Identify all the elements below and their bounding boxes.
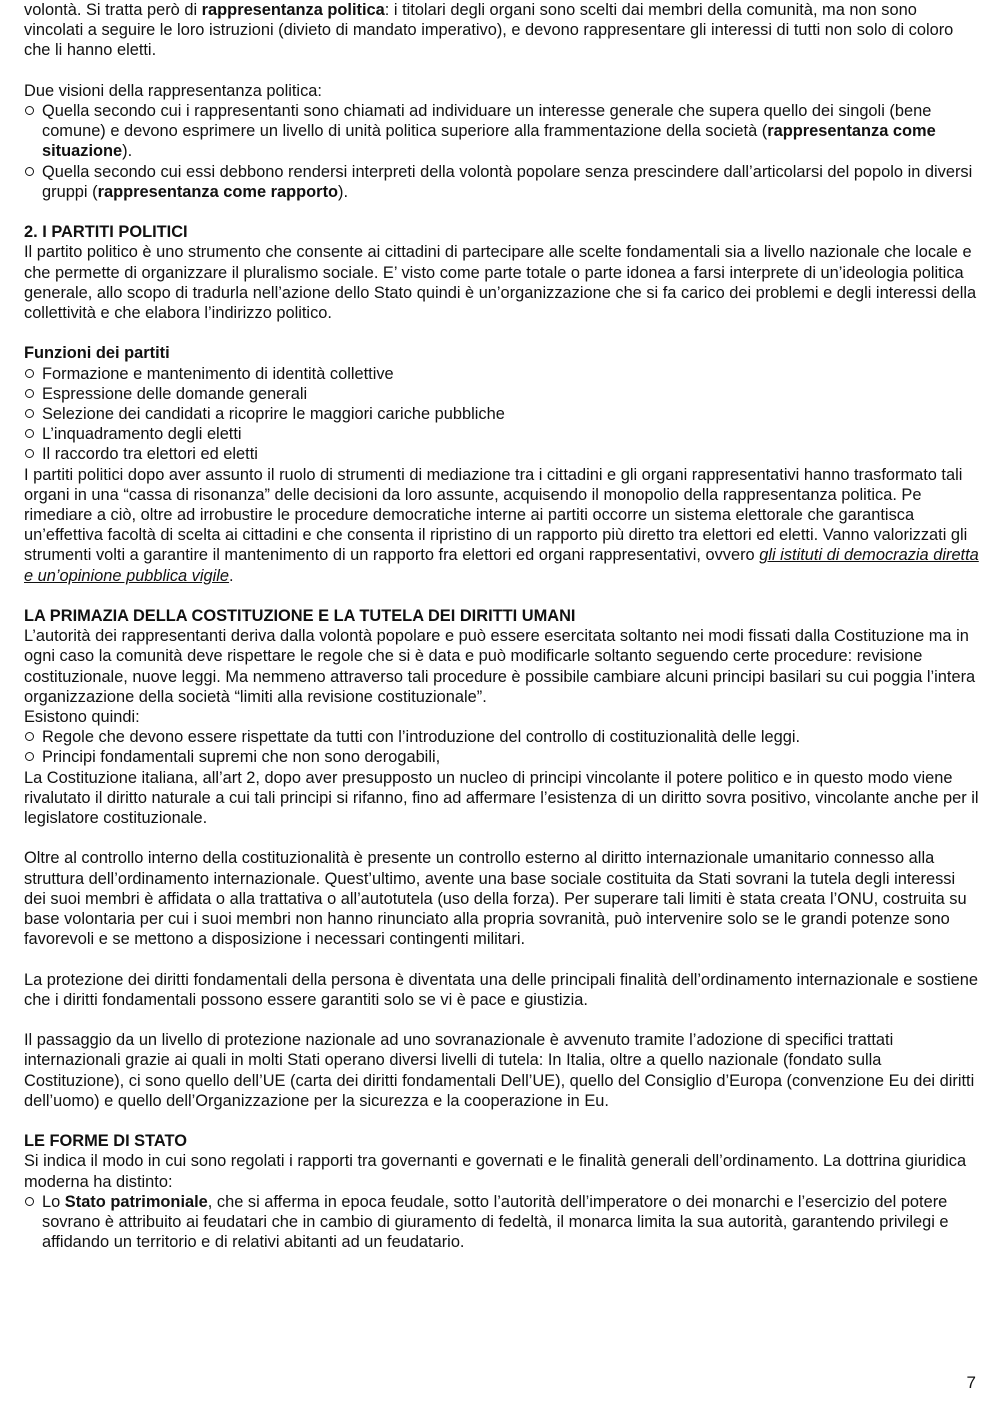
text-run: ).: [122, 142, 133, 161]
text-run: , che si afferma in epoca feudale, sotto l’autorità dell’imperatore o dei monarchi e l’esercizio del potere sovrano è attribuito ai feudatari che in cambio di giuramento di fedeltà, il monarca limita la sua autorità, garantendo privilegi e affidando un territorio e di relativi abitanti ad un feudatario.: [42, 1192, 949, 1252]
document-page: [24, 0, 979, 1252]
functions-title: Funzioni dei partiti: [24, 344, 170, 363]
visions-list: [24, 101, 979, 202]
list-item: Espressione delle domande generali: [24, 384, 979, 404]
primazia-paragraph-3: La Costituzione italiana, all’art 2, dopo aver presupposto un nucleo di principi vincolante il potere politico e in questo modo viene rivalutato il diritto naturale a cui tali principi si rifanno, fino ad affermare l’esistenza di un diritto sovra positivo, vincolante anche per il legislatore costituzionale.: [24, 768, 979, 828]
text-run: : i titolari degli organi sono scelti dai membri della comunità, ma non sono vincolati a seguire le loro istruzioni (divieto di mandato imperativo), e devono rappresentare gli interessi di tutti non solo di coloro che li hanno eletti.: [24, 1, 954, 60]
section-title-forme: LE FORME DI STATO: [24, 1132, 187, 1151]
forme-paragraph: Si indica il modo in cui sono regolati i rapporti tra governanti e governati e le finalità generali dell’ordinamento. La dottrina giuridica moderna ha distinto:: [24, 1152, 967, 1191]
section-title-partiti: 2. I PARTITI POLITICI: [24, 223, 188, 242]
partiti-paragraph: Il partito politico è uno strumento che consente ai cittadini di partecipare alle scelte fondamentali sia a livello nazionale che locale e che permette di organizzare il pluralismo sociale. E’ visto come parte totale o parte idonea a farsi interprete di un’ideologia politica generale, allo scopo di tradurla nell’azione dello Stato quindi è un’organizzazione che si fa carico dei problemi e degli interessi della collettività e che elabora l’indirizzo politico.: [24, 243, 977, 323]
list-item: [24, 1192, 979, 1253]
bold-term: Stato patrimoniale: [64, 1192, 208, 1211]
list-item: Il raccordo tra elettori ed eletti: [24, 444, 979, 464]
visions-heading: Due visioni della rappresentanza politica:: [24, 81, 322, 100]
partiti-after-paragraph: [24, 465, 979, 586]
text-run: ).: [338, 182, 349, 201]
bold-term: rappresentanza politica: [201, 1, 385, 19]
text-run: Quella secondo cui essi debbono rendersi interpreti della volontà popolare senza prescindere dall’articolarsi del popolo in diversi gruppi (: [42, 162, 973, 201]
section-title-primazia: LA PRIMAZIA DELLA COSTITUZIONE E LA TUTELA DEI DIRITTI UMANI: [24, 607, 576, 626]
list-item: L’inquadramento degli eletti: [24, 424, 979, 444]
text-run: I partiti politici dopo aver assunto il ruolo di strumenti di mediazione tra i cittadini e gli organi rappresentativi hanno trasformato tali organi in una “cassa di risonanza” delle decisioni da loro assunte, acquisendo il monopolio della rappresentanza politica. Pe rimediare a ciò, oltre ad irrobustire le procedure democratiche interne ai partiti occorre un sistema elettorale che garantisca un’effettiva facoltà di scelta ai cittadini e che consenta il ripristino di un rapporto più diretto tra elettori ed eletti. Vanno valorizzati gli strumenti volti a garantire il mantenimento di un rapporto fra elettori ed organi rappresentativi, ovvero: [24, 465, 968, 565]
text-run: Quella secondo cui i rappresentanti sono chiamati ad individuare un interesse generale che supera quello dei singoli (bene comune) e devono esprimere un livello di unità politica superiore alla frammentazione della società (: [42, 102, 932, 141]
primazia-paragraph-2: Esistono quindi:: [24, 708, 140, 727]
forme-list: [24, 1192, 979, 1253]
functions-list: [24, 364, 979, 465]
intro-paragraph: [24, 0, 979, 61]
primazia-paragraph-4: Oltre al controllo interno della costituzionalità è presente un controllo esterno al diritto internazionale umanitario connesso alla struttura dell’ordinamento internazionale. Quest’ultimo, avente una base sociale costituita da Stati sovrani la tutela degli interessi dei suoi membri è affidata o alla trattativa o all’autotutela (uso della forza). Per superare tali limiti è stata creata l’ONU, costruita su base volontaria per cui i suoi membri non hanno rinunciato alla propria sovranità, può intervenire solo se le grandi potenze sono favorevoli e se mettono a disposizione i necessari contingenti militari.: [24, 849, 967, 949]
page-number: 7: [966, 1373, 976, 1392]
text-run: volontà. Si tratta però di: [24, 1, 202, 19]
primazia-paragraph-1: L’autorità dei rappresentanti deriva dalla volontà popolare e può essere esercitata soltanto nei modi fissati dalla Costituzione ma in ogni caso la comunità deve rispettare le regole che si è data e può modificarle soltanto seguendo certe procedure: revisione costituzionale, nuove leggi. Ma nemmeno attraverso tali procedure è possibile cambiare alcuni principi basilari su cui poggia l’intera organizzazione della società “limiti alla revisione costituzionale”.: [24, 627, 976, 706]
text-run: .: [229, 566, 234, 585]
text-run: Lo: [42, 1192, 65, 1211]
list-item: [24, 101, 979, 162]
primazia-paragraph-6: Il passaggio da un livello di protezione nazionale ad uno sovranazionale è avvenuto tramite l’adozione di specifici trattati internazionali grazie ai quali in molti Stati operano diversi livelli di tutela: In Italia, oltre a quello nazionale (fondato sulla Costituzione), ci sono quello dell’UE (carta dei diritti fondamentali Dell’UE), quello del Consiglio d’Europa (convenzione Eu dei diritti dell’uomo) e quello dell’Organizzazione per la sicurezza e la cooperazione in Eu.: [24, 1031, 975, 1110]
list-item: Principi fondamentali supremi che non sono derogabili,: [24, 747, 979, 767]
primazia-list: [24, 727, 979, 767]
bold-term: rappresentanza come situazione: [42, 122, 936, 161]
underlined-phrase: gli istituti di democrazia diretta e un’opinione pubblica vigile: [24, 546, 979, 585]
primazia-paragraph-5: La protezione dei diritti fondamentali della persona è diventata una delle principali finalità dell’ordinamento internazionale e sostiene che i diritti fondamentali possono essere garantiti solo se vi è pace e giustizia.: [24, 970, 979, 1009]
list-item: [24, 162, 979, 202]
list-item: Selezione dei candidati a ricoprire le maggiori cariche pubbliche: [24, 404, 979, 424]
bold-term: rappresentanza come rapporto: [97, 182, 339, 201]
list-item: Formazione e mantenimento di identità collettive: [24, 364, 979, 384]
list-item: Regole che devono essere rispettate da tutti con l’introduzione del controllo di costituzionalità delle leggi.: [24, 727, 979, 747]
